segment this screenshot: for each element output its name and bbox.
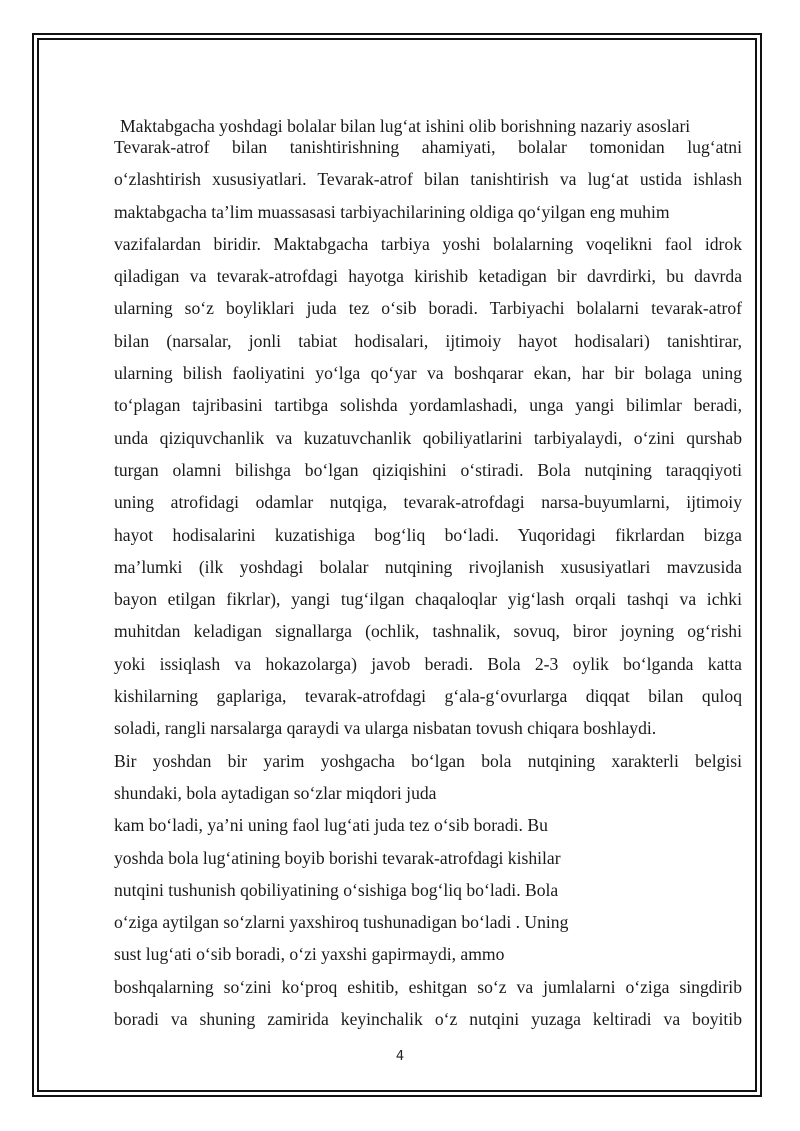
text-line: bayon etilgan fikrlar), yangi tug‘ilgan chaqaloqlar yig‘lash orqali tashqi va ichki — [114, 589, 742, 610]
text-line: qiladigan va tevarak-atrofdagi hayotga kirishib ketadigan bir davrdirki, bu davrda — [114, 266, 742, 287]
text-line: kam bo‘ladi, ya’ni uning faol lug‘ati juda tez o‘sib boradi. Bu — [114, 815, 548, 836]
text-line: muhitdan keladigan signallarga (ochlik, tashnalik, sovuq, biror joyning og‘rishi — [114, 621, 742, 642]
text-line: boradi va shuning zamirida keyinchalik o‘z nutqini yuzaga keltiradi va boyitib — [114, 1009, 742, 1030]
text-line: soladi, rangli narsalarga qaraydi va ularga nisbatan tovush chiqara boshlaydi. — [114, 718, 657, 739]
text-line: ma’lumki (ilk yoshdagi bolalar nutqining rivojlanish xususiyatlari mavzusida — [114, 556, 742, 577]
text-line: o‘zlashtirish xususiyatlari. Tevarak-atrof bilan tanishtirish va lug‘at ustida ishlash — [114, 169, 742, 190]
page-number: 4 — [395, 1049, 405, 1064]
text-line: Tevarak-atrof bilan tanishtirishning ahamiyati, bolalar tomonidan lug‘atni — [114, 137, 742, 157]
text-line: unda qiziquvchanlik va kuzatuvchanlik qobiliyatlarini tarbiyalaydi, o‘zini qurshab — [114, 427, 742, 448]
text-line: maktabgacha ta’lim muassasasi tarbiyachilarining oldiga qo‘yilgan eng muhim — [114, 201, 670, 222]
text-line: ularning bilish faoliyatini yo‘lga qo‘yar va boshqarar ekan, har bir bolaga uning — [114, 363, 742, 384]
document-title: Maktabgacha yoshdagi bolalar bilan lug‘at ishini olib borishning nazariy asoslari — [120, 116, 691, 136]
text-line: yoki issiqlash va hokazolarga) javob beradi. Bola 2-3 oylik bo‘lganda katta — [114, 653, 742, 674]
text-line: boshqalarning so‘zini ko‘proq eshitib, eshitgan so‘z va jumlalarni o‘ziga singdirib — [114, 976, 742, 997]
document-body — [114, 112, 742, 1035]
text-line: sust lug‘ati o‘sib boradi, o‘zi yaxshi gapirmaydi, ammo — [114, 944, 505, 965]
paragraph-lines — [114, 131, 742, 1035]
text-line: bilan (narsalar, jonli tabiat hodisalari, ijtimoiy hayot hodisalari) tanishtirar, — [114, 330, 742, 351]
text-line: shundaki, bola aytadigan so‘zlar miqdori juda — [114, 782, 437, 803]
text-line: uning atrofidagi odamlar nutqiga, tevarak-atrofdagi narsa-buyumlarni, ijtimoiy — [114, 492, 742, 513]
text-line: turgan olamni bilishga bo‘lgan qiziqishini o‘stiradi. Bola nutqining taraqqiyoti — [114, 459, 742, 480]
text-line: vazifalardan biridir. Maktabgacha tarbiya yoshi bolalarning voqelikni faol idrok — [114, 233, 742, 254]
text-line: Bir yoshdan bir yarim yoshgacha bo‘lgan bola nutqining xarakterli belgisi — [114, 750, 742, 771]
text-line: hayot hodisalarini kuzatishiga bog‘liq bo‘ladi. Yuqoridagi fikrlardan bizga — [114, 524, 742, 545]
text-line: o‘ziga aytilgan so‘zlarni yaxshiroq tushunadigan bo‘ladi . Uning — [114, 912, 569, 933]
text-line: kishilarning gaplariga, tevarak-atrofdagi g‘ala-g‘ovurlarga diqqat bilan quloq — [114, 686, 742, 707]
text-line: nutqini tushunish qobiliyatining o‘sishiga bog‘liq bo‘ladi. Bola — [114, 879, 559, 900]
text-line: yoshda bola lug‘atining boyib borishi tevarak-atrofdagi kishilar — [114, 847, 561, 868]
text-line: to‘plagan tajribasini tartibga solishda yordamlashadi, unga yangi bilimlar beradi, — [114, 395, 742, 416]
text-line: ularning so‘z boyliklari juda tez o‘sib boradi. Tarbiyachi bolalarni tevarak-atrof — [114, 298, 742, 319]
